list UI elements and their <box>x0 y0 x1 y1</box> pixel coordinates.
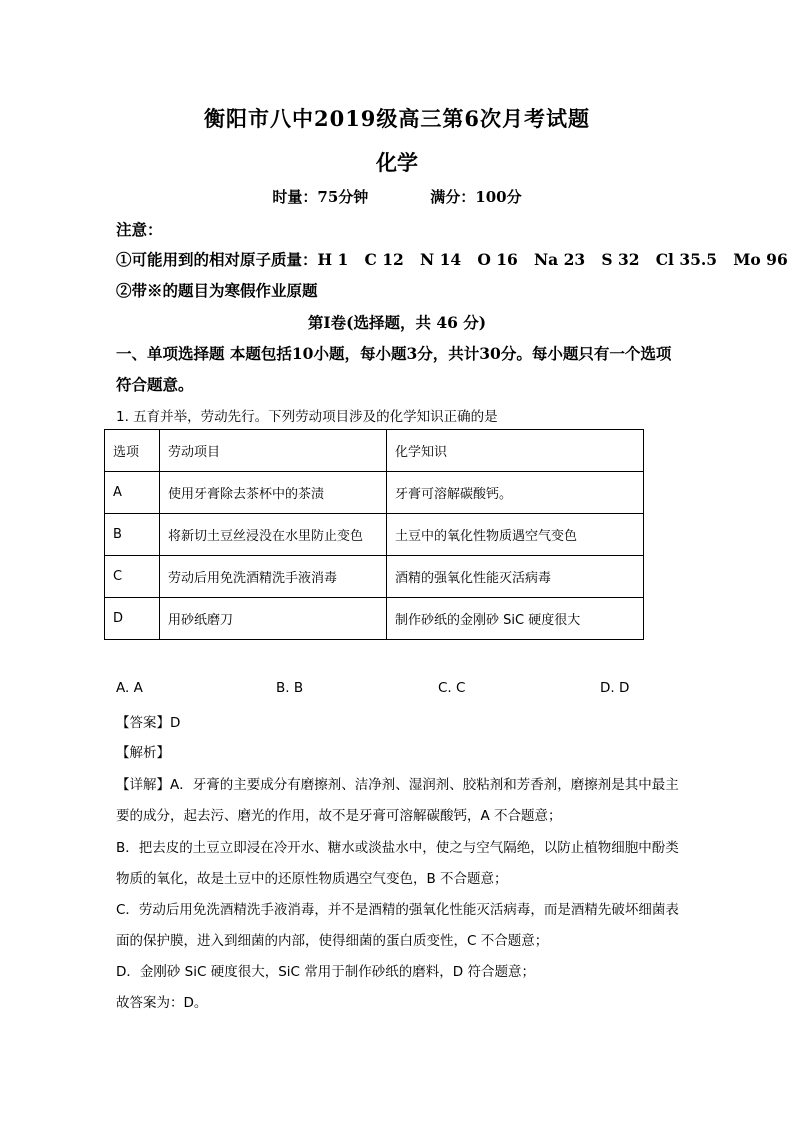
option-d: D. D <box>600 680 630 696</box>
section-instruction: 一、单项选择题 本题包括10小题，每小题3分，共计30分。每小题只有一个选项 <box>116 344 672 363</box>
analysis-line: C．劳动后用免洗酒精洗手液消毒，并不是酒精的强氧化性能灭活病毒，而是酒精先破坏细菌表 <box>116 902 679 918</box>
table-cell: 将新切土豆丝浸没在水里防止变色 <box>160 514 387 556</box>
table-header-cell: 劳动项目 <box>160 430 387 472</box>
table-row <box>105 556 644 598</box>
table-cell: 制作砂纸的金刚砂 SiC 硬度很大 <box>387 598 644 640</box>
table-row <box>105 514 644 556</box>
table-cell: C <box>105 556 160 598</box>
full-score: 满分：100分 <box>430 188 522 206</box>
table-cell: A <box>105 472 160 514</box>
time-limit: 时量：75分钟 <box>272 188 369 206</box>
table-header-row <box>105 430 644 472</box>
answer-label: 【答案】D <box>116 715 181 731</box>
table-cell: 牙膏可溶解碳酸钙。 <box>387 472 644 514</box>
analysis-label: 【解析】 <box>116 745 170 761</box>
exam-info <box>0 186 794 207</box>
exam-title: 衡阳市八中2019级高三第6次月考试题 <box>203 106 591 131</box>
table-cell: 用砂纸磨刀 <box>160 598 387 640</box>
section-instruction-cont: 符合题意。 <box>116 375 194 394</box>
question-table <box>104 429 644 640</box>
table-cell: 酒精的强氧化性能灭活病毒 <box>387 556 644 598</box>
analysis-line: 故答案为：D。 <box>116 995 208 1011</box>
section-title: 第Ⅰ卷(选择题，共 46 分) <box>307 313 487 332</box>
table-header-cell: 化学知识 <box>387 430 644 472</box>
option-b: B. B <box>276 680 304 696</box>
analysis-line: 【详解】A．牙膏的主要成分有磨擦剂、洁净剂、湿润剂、胶粘剂和芳香剂，磨擦剂是其中最主 <box>116 777 679 793</box>
question-stem: 1. 五育并举，劳动先行。下列劳动项目涉及的化学知识正确的是 <box>116 409 498 425</box>
homework-note: ②带※的题目为寒假作业原题 <box>116 281 318 300</box>
analysis-line: D．金刚砂 SiC 硬度很大，SiC 常用于制作砂纸的磨料，D 符合题意； <box>116 964 535 980</box>
table-row <box>105 472 644 514</box>
table-header-cell: 选项 <box>105 430 160 472</box>
option-a: A. A <box>116 680 143 696</box>
table-cell: 劳动后用免洗酒精洗手液消毒 <box>160 556 387 598</box>
subject-title: 化学 <box>376 150 418 175</box>
option-c: C. C <box>438 680 466 696</box>
table-cell: 土豆中的氧化性物质遇空气变色 <box>387 514 644 556</box>
table-row <box>105 598 644 640</box>
analysis-line: 面的保护膜，进入到细菌的内部，使得细菌的蛋白质变性，C 不合题意； <box>116 933 549 949</box>
analysis-line: 物质的氧化，故是土豆中的还原性物质遇空气变色，B 不合题意； <box>116 871 508 887</box>
atomic-mass-note: ①可能用到的相对原子质量：H 1 C 12 N 14 O 16 Na 23 S 32 Cl 35.5 Mo 96 <box>116 250 788 269</box>
table-cell: D <box>105 598 160 640</box>
table-cell: 使用牙膏除去茶杯中的茶渍 <box>160 472 387 514</box>
table-cell: B <box>105 514 160 556</box>
analysis-line: B．把去皮的土豆立即浸在冷开水、糖水或淡盐水中，使之与空气隔绝，以防止植物细胞中酚类 <box>116 840 679 856</box>
notice-heading: 注意： <box>116 220 163 239</box>
analysis-line: 要的成分，起去污、磨光的作用，故不是牙膏可溶解碳酸钙，A 不合题意； <box>116 808 562 824</box>
